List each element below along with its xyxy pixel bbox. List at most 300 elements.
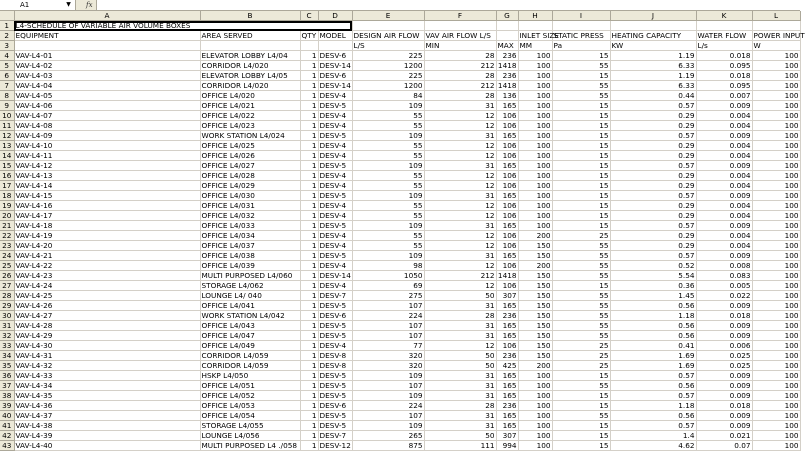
data-cell[interactable]: 0.41 (610, 341, 696, 351)
data-cell[interactable]: 31 (424, 191, 496, 201)
data-cell[interactable]: VAV-L4-11 (14, 151, 200, 161)
column-header-k[interactable]: K (696, 11, 752, 21)
data-cell[interactable]: 0.022 (696, 291, 752, 301)
data-cell[interactable]: 1 (300, 231, 318, 241)
data-cell[interactable]: 28 (424, 311, 496, 321)
data-cell[interactable]: DESV-6 (318, 51, 352, 61)
data-cell[interactable]: 100 (752, 71, 800, 81)
data-cell[interactable]: 55 (352, 141, 424, 151)
data-cell[interactable]: OFFICE L4/043 (200, 321, 300, 331)
data-cell[interactable]: 0.009 (696, 191, 752, 201)
data-cell[interactable]: OFFICE L4/051 (200, 381, 300, 391)
data-cell[interactable]: 50 (424, 361, 496, 371)
data-cell[interactable]: 100 (752, 431, 800, 441)
data-cell[interactable]: LOUNGE L4/ 040 (200, 291, 300, 301)
cell[interactable] (352, 21, 424, 31)
data-cell[interactable]: OFFICE L4/025 (200, 141, 300, 151)
data-cell[interactable]: 100 (752, 241, 800, 251)
row-header[interactable]: 21 (0, 221, 14, 231)
data-cell[interactable]: 55 (552, 91, 610, 101)
data-cell[interactable]: VAV-L4-09 (14, 131, 200, 141)
data-cell[interactable]: DESV-8 (318, 361, 352, 371)
column-label-cell[interactable]: STATIC PRESS (552, 31, 610, 41)
data-cell[interactable]: DESV-4 (318, 201, 352, 211)
data-cell[interactable]: 15 (552, 151, 610, 161)
data-cell[interactable]: 31 (424, 421, 496, 431)
data-cell[interactable]: 25 (552, 231, 610, 241)
data-cell[interactable]: 165 (496, 331, 518, 341)
data-cell[interactable]: 100 (752, 291, 800, 301)
data-cell[interactable]: 0.083 (696, 271, 752, 281)
data-cell[interactable]: 212 (424, 81, 496, 91)
data-cell[interactable]: 100 (752, 181, 800, 191)
data-cell[interactable]: OFFICE L4/028 (200, 171, 300, 181)
unit-cell[interactable]: L/S (352, 41, 424, 51)
data-cell[interactable]: 0.56 (610, 381, 696, 391)
data-cell[interactable]: 15 (552, 391, 610, 401)
data-cell[interactable]: 0.009 (696, 221, 752, 231)
data-cell[interactable]: 0.005 (696, 281, 752, 291)
data-cell[interactable]: 0.004 (696, 231, 752, 241)
data-cell[interactable]: OFFICE L4/021 (200, 101, 300, 111)
data-cell[interactable]: 100 (518, 81, 552, 91)
data-cell[interactable]: 0.29 (610, 141, 696, 151)
data-cell[interactable]: 0.009 (696, 371, 752, 381)
data-cell[interactable]: 1 (300, 401, 318, 411)
data-cell[interactable]: 109 (352, 131, 424, 141)
data-cell[interactable]: 77 (352, 341, 424, 351)
data-cell[interactable]: 100 (752, 191, 800, 201)
data-cell[interactable]: 1418 (497, 271, 517, 280)
data-cell[interactable]: 106 (496, 241, 518, 251)
data-cell[interactable]: CORRIDOR L4/020 (200, 61, 300, 71)
data-cell[interactable]: 31 (424, 301, 496, 311)
data-cell[interactable]: 15 (552, 281, 610, 291)
data-cell[interactable]: 55 (352, 171, 424, 181)
data-cell[interactable]: 55 (352, 111, 424, 121)
data-cell[interactable]: 150 (518, 301, 552, 311)
data-cell[interactable]: 15 (552, 171, 610, 181)
data-cell[interactable]: 994 (496, 441, 518, 451)
data-cell[interactable]: 50 (424, 291, 496, 301)
data-cell[interactable]: 1 (300, 351, 318, 361)
data-cell[interactable]: OFFICE L4/033 (200, 221, 300, 231)
data-cell[interactable]: 107 (352, 411, 424, 421)
data-cell[interactable]: VAV-L4-17 (14, 211, 200, 221)
row-header[interactable]: 33 (0, 341, 14, 351)
data-cell[interactable]: 12 (424, 211, 496, 221)
row-header[interactable]: 2 (0, 31, 14, 41)
column-header-a[interactable]: A (14, 11, 200, 21)
data-cell[interactable]: DESV-7 (318, 291, 352, 301)
data-cell[interactable]: 1 (300, 61, 318, 71)
data-cell[interactable]: 106 (496, 261, 518, 271)
row-header[interactable]: 5 (0, 61, 14, 71)
data-cell[interactable]: 0.095 (696, 61, 752, 71)
data-cell[interactable]: 55 (552, 241, 610, 251)
data-cell[interactable]: 150 (518, 251, 552, 261)
column-label-cell[interactable]: QTY (301, 31, 317, 40)
function-icon[interactable]: fx (86, 1, 93, 9)
data-cell[interactable]: 100 (518, 141, 552, 151)
data-cell[interactable]: WORK STATION L4/042 (200, 311, 300, 321)
data-cell[interactable]: 0.004 (696, 141, 752, 151)
data-cell[interactable]: 1 (300, 411, 318, 421)
data-cell[interactable]: 98 (352, 261, 424, 271)
chevron-down-icon[interactable]: ▼ (66, 1, 71, 8)
row-header[interactable]: 3 (0, 41, 14, 51)
data-cell[interactable]: 1.45 (610, 291, 696, 301)
data-cell[interactable]: 15 (552, 71, 610, 81)
data-cell[interactable]: 165 (496, 321, 518, 331)
row-header[interactable]: 4 (0, 51, 14, 61)
data-cell[interactable]: 12 (424, 201, 496, 211)
data-cell[interactable]: 111 (424, 441, 496, 451)
data-cell[interactable]: 31 (424, 221, 496, 231)
data-cell[interactable]: 0.009 (696, 161, 752, 171)
data-cell[interactable]: 0.52 (610, 261, 696, 271)
data-cell[interactable]: VAV-L4-30 (14, 341, 200, 351)
data-cell[interactable]: 0.004 (696, 181, 752, 191)
data-cell[interactable]: 200 (518, 261, 552, 271)
data-cell[interactable]: 1 (300, 381, 318, 391)
column-label-cell[interactable]: VAV AIR FLOW L/S (424, 31, 496, 41)
data-cell[interactable]: OFFICE L4/049 (200, 341, 300, 351)
data-cell[interactable]: VAV-L4-05 (14, 91, 200, 101)
data-cell[interactable]: 31 (424, 321, 496, 331)
unit-cell[interactable]: W (752, 41, 800, 51)
data-cell[interactable]: 15 (552, 181, 610, 191)
data-cell[interactable]: 1 (300, 321, 318, 331)
data-cell[interactable]: 55 (552, 251, 610, 261)
data-cell[interactable]: 100 (752, 151, 800, 161)
data-cell[interactable]: VAV-L4-06 (14, 101, 200, 111)
data-cell[interactable]: 100 (752, 101, 800, 111)
data-cell[interactable]: 0.004 (696, 121, 752, 131)
data-cell[interactable]: 1 (300, 171, 318, 181)
data-cell[interactable]: 1 (300, 271, 318, 281)
data-cell[interactable]: 0.57 (610, 221, 696, 231)
data-cell[interactable]: 100 (752, 351, 800, 361)
data-cell[interactable]: 200 (518, 231, 552, 241)
data-cell[interactable]: 1 (300, 361, 318, 371)
data-cell[interactable]: 0.009 (696, 101, 752, 111)
data-cell[interactable]: 12 (424, 281, 496, 291)
select-all-corner[interactable] (0, 11, 14, 21)
data-cell[interactable]: 31 (424, 331, 496, 341)
data-cell[interactable]: 212 (424, 271, 496, 281)
row-header[interactable]: 37 (0, 381, 14, 391)
data-cell[interactable]: VAV-L4-01 (14, 51, 200, 61)
data-cell[interactable]: 1 (300, 181, 318, 191)
row-header[interactable]: 42 (0, 431, 14, 441)
data-cell[interactable]: 12 (424, 121, 496, 131)
data-cell[interactable]: 28 (424, 51, 496, 61)
data-cell[interactable]: 100 (752, 331, 800, 341)
data-cell[interactable]: VAV-L4-22 (14, 261, 200, 271)
data-cell[interactable]: 109 (352, 221, 424, 231)
data-cell[interactable]: 100 (518, 51, 552, 61)
data-cell[interactable]: ELEVATOR LOBBY L4/05 (200, 71, 300, 81)
row-header[interactable]: 18 (0, 191, 14, 201)
data-cell[interactable]: 0.29 (610, 241, 696, 251)
data-cell[interactable]: 0.44 (610, 91, 696, 101)
data-cell[interactable]: 0.57 (610, 421, 696, 431)
data-cell[interactable]: 265 (352, 431, 424, 441)
data-cell[interactable]: 100 (752, 141, 800, 151)
data-cell[interactable]: 1 (300, 151, 318, 161)
data-cell[interactable]: 0.009 (696, 251, 752, 261)
data-cell[interactable]: 0.009 (696, 421, 752, 431)
data-cell[interactable]: 150 (518, 341, 552, 351)
title-cell[interactable]: L4-SCHEDULE OF VARIABLE AIR VOLUME BOXES (14, 21, 352, 31)
data-cell[interactable]: 15 (552, 161, 610, 171)
row-header[interactable]: 14 (0, 151, 14, 161)
data-cell[interactable]: 1 (300, 221, 318, 231)
data-cell[interactable]: 100 (518, 211, 552, 221)
data-cell[interactable]: DESV-4 (318, 181, 352, 191)
data-cell[interactable]: 100 (752, 171, 800, 181)
data-cell[interactable]: 100 (752, 251, 800, 261)
column-label-cell[interactable]: POWER INPUT (753, 31, 805, 40)
data-cell[interactable]: 15 (552, 431, 610, 441)
data-cell[interactable]: 55 (352, 121, 424, 131)
data-cell[interactable]: 1 (300, 101, 318, 111)
cell[interactable] (552, 21, 610, 31)
data-cell[interactable]: 212 (424, 61, 496, 71)
data-cell[interactable]: 0.018 (696, 51, 752, 61)
row-header[interactable]: 28 (0, 291, 14, 301)
data-cell[interactable]: VAV-L4-39 (14, 431, 200, 441)
data-cell[interactable]: 0.009 (696, 411, 752, 421)
data-cell[interactable]: 31 (424, 381, 496, 391)
row-header[interactable]: 26 (0, 271, 14, 281)
data-cell[interactable]: 1 (300, 311, 318, 321)
data-cell[interactable]: 55 (552, 81, 610, 91)
data-cell[interactable]: VAV-L4-08 (14, 121, 200, 131)
row-header[interactable]: 27 (0, 281, 14, 291)
data-cell[interactable]: 106 (496, 141, 518, 151)
data-cell[interactable]: 0.57 (610, 391, 696, 401)
data-cell[interactable]: 106 (496, 341, 518, 351)
data-cell[interactable]: 0.009 (696, 131, 752, 141)
data-cell[interactable]: 0.004 (696, 111, 752, 121)
data-cell[interactable]: 100 (752, 111, 800, 121)
unit-cell[interactable]: KW (610, 41, 696, 51)
data-cell[interactable]: VAV-L4-04 (14, 81, 200, 91)
data-cell[interactable]: VAV-L4-10 (14, 141, 200, 151)
data-cell[interactable]: 1.18 (610, 401, 696, 411)
data-cell[interactable]: 1 (300, 111, 318, 121)
data-cell[interactable]: 15 (552, 421, 610, 431)
data-cell[interactable]: CORRIDOR L4/059 (200, 351, 300, 361)
cell[interactable] (496, 21, 518, 31)
data-cell[interactable]: 15 (552, 101, 610, 111)
data-cell[interactable]: 1 (300, 341, 318, 351)
data-cell[interactable]: 1 (300, 211, 318, 221)
data-cell[interactable]: 12 (424, 171, 496, 181)
data-cell[interactable]: MULTI PURPOSED L4 ./058 (200, 441, 300, 451)
data-cell[interactable]: 106 (496, 121, 518, 131)
data-cell[interactable]: VAV-L4-27 (14, 311, 200, 321)
data-cell[interactable]: VAV-L4-23 (14, 271, 200, 281)
data-cell[interactable]: 100 (752, 261, 800, 271)
data-cell[interactable]: VAV-L4-31 (14, 351, 200, 361)
row-header[interactable]: 31 (0, 321, 14, 331)
data-cell[interactable]: 1 (300, 71, 318, 81)
data-cell[interactable]: 100 (518, 91, 552, 101)
data-cell[interactable]: DESV-14 (319, 271, 351, 280)
data-cell[interactable]: 100 (518, 111, 552, 121)
data-cell[interactable]: 1 (300, 191, 318, 201)
data-cell[interactable]: 55 (552, 261, 610, 271)
data-cell[interactable]: DESV-6 (318, 311, 352, 321)
data-cell[interactable]: STORAGE L4/055 (200, 421, 300, 431)
column-header-f[interactable]: F (424, 11, 496, 21)
data-cell[interactable]: 0.29 (610, 211, 696, 221)
data-cell[interactable]: CORRIDOR L4/020 (200, 81, 300, 91)
data-cell[interactable]: 100 (752, 441, 800, 451)
data-cell[interactable]: 165 (496, 131, 518, 141)
data-cell[interactable]: 0.007 (696, 91, 752, 101)
data-cell[interactable]: 1050 (352, 271, 424, 281)
data-cell[interactable]: 15 (552, 401, 610, 411)
data-cell[interactable]: 109 (352, 251, 424, 261)
unit-cell[interactable] (300, 41, 318, 51)
data-cell[interactable]: DESV-5 (318, 221, 352, 231)
data-cell[interactable]: 100 (518, 101, 552, 111)
row-header[interactable]: 43 (0, 441, 14, 451)
data-cell[interactable]: 320 (352, 361, 424, 371)
data-cell[interactable]: 165 (496, 251, 518, 261)
data-cell[interactable]: 55 (552, 381, 610, 391)
data-cell[interactable]: DESV-5 (318, 321, 352, 331)
data-cell[interactable]: 12 (424, 151, 496, 161)
data-cell[interactable]: 15 (552, 131, 610, 141)
data-cell[interactable]: DESV-5 (318, 421, 352, 431)
data-cell[interactable]: 875 (352, 441, 424, 451)
data-cell[interactable]: 1.69 (610, 351, 696, 361)
data-cell[interactable]: DESV-4 (318, 151, 352, 161)
data-cell[interactable]: 275 (352, 291, 424, 301)
data-cell[interactable]: DESV-5 (318, 191, 352, 201)
data-cell[interactable]: OFFICE L4/041 (200, 301, 300, 311)
data-cell[interactable]: OFFICE L4/022 (200, 111, 300, 121)
data-cell[interactable]: 0.29 (610, 151, 696, 161)
data-cell[interactable]: 31 (424, 131, 496, 141)
data-cell[interactable]: 0.57 (610, 131, 696, 141)
data-cell[interactable]: 320 (352, 351, 424, 361)
data-cell[interactable]: 25 (552, 351, 610, 361)
data-cell[interactable]: 100 (518, 161, 552, 171)
data-cell[interactable]: 1418 (497, 81, 517, 90)
unit-cell[interactable] (318, 41, 352, 51)
cell[interactable] (752, 21, 800, 31)
data-cell[interactable]: ELEVATOR LOBBY L4/04 (200, 51, 300, 61)
data-cell[interactable]: VAV-L4-36 (14, 401, 200, 411)
data-cell[interactable]: 0.29 (610, 231, 696, 241)
data-cell[interactable]: OFFICE L4/020 (200, 91, 300, 101)
data-cell[interactable]: 100 (752, 231, 800, 241)
data-cell[interactable]: 4.62 (610, 441, 696, 451)
data-cell[interactable]: OFFICE L4/032 (200, 211, 300, 221)
data-cell[interactable]: DESV-5 (318, 371, 352, 381)
cell[interactable] (610, 21, 696, 31)
data-cell[interactable]: 1.19 (610, 51, 696, 61)
data-cell[interactable]: 1.4 (610, 431, 696, 441)
data-cell[interactable]: 31 (424, 101, 496, 111)
data-cell[interactable]: 0.004 (696, 201, 752, 211)
data-cell[interactable]: 55 (552, 411, 610, 421)
data-cell[interactable]: 0.29 (610, 181, 696, 191)
row-header[interactable]: 32 (0, 331, 14, 341)
data-cell[interactable]: DESV-7 (318, 431, 352, 441)
data-cell[interactable]: 107 (352, 331, 424, 341)
data-cell[interactable]: 31 (424, 161, 496, 171)
data-cell[interactable]: 1 (300, 391, 318, 401)
data-cell[interactable]: 15 (552, 211, 610, 221)
data-cell[interactable]: 100 (752, 401, 800, 411)
data-cell[interactable]: DESV-4 (318, 121, 352, 131)
data-cell[interactable]: 1 (300, 81, 318, 91)
unit-cell[interactable]: L/s (696, 41, 752, 51)
row-header[interactable]: 38 (0, 391, 14, 401)
data-cell[interactable]: 236 (496, 401, 518, 411)
column-header-i[interactable]: I (552, 11, 610, 21)
row-header[interactable]: 19 (0, 201, 14, 211)
data-cell[interactable]: OFFICE L4/038 (200, 251, 300, 261)
row-header[interactable]: 10 (0, 111, 14, 121)
data-cell[interactable]: 28 (424, 401, 496, 411)
data-cell[interactable]: 100 (752, 61, 800, 71)
data-cell[interactable]: VAV-L4-02 (14, 61, 200, 71)
data-cell[interactable]: 55 (552, 271, 610, 281)
data-cell[interactable]: DESV-5 (318, 251, 352, 261)
data-cell[interactable]: 0.004 (696, 241, 752, 251)
data-cell[interactable]: 106 (496, 181, 518, 191)
data-cell[interactable]: DESV-5 (318, 411, 352, 421)
data-cell[interactable]: 1 (300, 281, 318, 291)
data-cell[interactable]: 55 (552, 321, 610, 331)
data-cell[interactable]: WORK STATION L4/024 (200, 131, 300, 141)
data-cell[interactable]: VAV-L4-15 (14, 191, 200, 201)
data-cell[interactable]: 100 (752, 161, 800, 171)
data-cell[interactable]: DESV-6 (318, 71, 352, 81)
data-cell[interactable]: DESV-5 (318, 161, 352, 171)
data-cell[interactable]: 100 (752, 91, 800, 101)
data-cell[interactable]: 100 (752, 121, 800, 131)
data-cell[interactable]: 12 (424, 341, 496, 351)
row-header[interactable]: 22 (0, 231, 14, 241)
data-cell[interactable]: 150 (518, 331, 552, 341)
column-label-cell[interactable]: WATER FLOW (696, 31, 752, 41)
data-cell[interactable]: MULTI PURPOSED L4/060 (200, 271, 300, 281)
row-header[interactable]: 11 (0, 121, 14, 131)
data-cell[interactable]: 100 (518, 431, 552, 441)
data-cell[interactable]: 50 (424, 351, 496, 361)
data-cell[interactable]: OFFICE L4/047 (200, 331, 300, 341)
row-header[interactable]: 24 (0, 251, 14, 261)
data-cell[interactable]: VAV-L4-19 (14, 231, 200, 241)
row-header[interactable]: 16 (0, 171, 14, 181)
row-header[interactable]: 40 (0, 411, 14, 421)
data-cell[interactable]: 100 (518, 381, 552, 391)
data-cell[interactable]: 109 (352, 161, 424, 171)
data-cell[interactable]: 31 (424, 411, 496, 421)
data-cell[interactable]: 0.57 (610, 251, 696, 261)
data-cell[interactable]: 0.29 (610, 171, 696, 181)
data-cell[interactable]: 1 (300, 301, 318, 311)
